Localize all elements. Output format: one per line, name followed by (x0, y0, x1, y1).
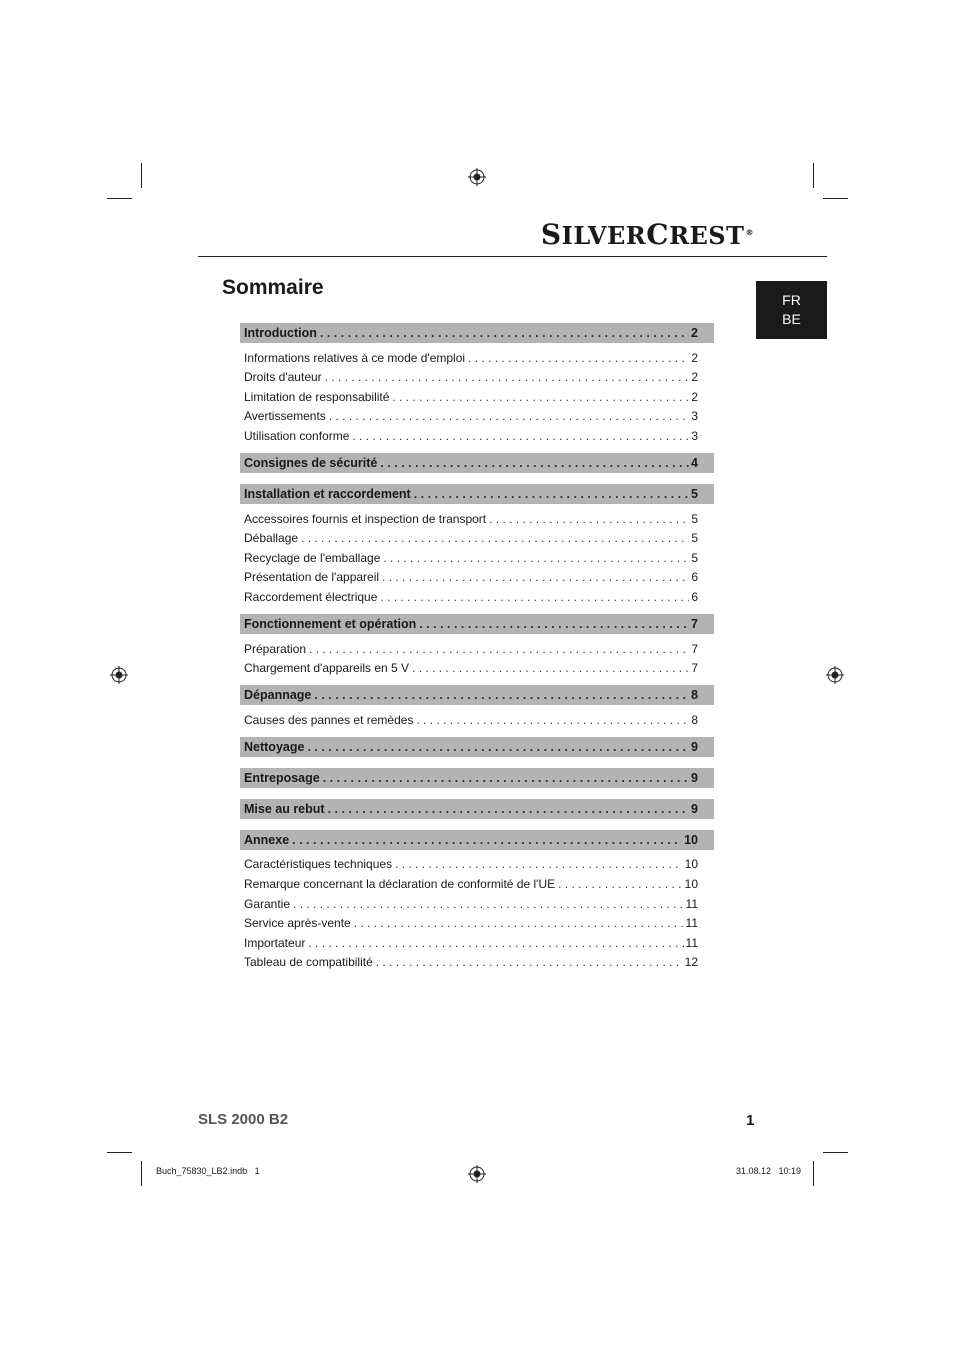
toc-entry (240, 365, 714, 385)
dot-leader (307, 740, 689, 754)
dot-leader (314, 688, 689, 702)
language-code: BE (782, 311, 801, 327)
page-number: 1 (746, 1112, 755, 1129)
crop-mark (107, 198, 132, 199)
table-of-contents (240, 323, 714, 969)
toc-entry-label: Accessoires fournis et inspection de transport (244, 511, 487, 526)
toc-entry-page: 5 (691, 511, 698, 526)
crop-mark (813, 1161, 814, 1186)
toc-section-page: 7 (691, 616, 698, 631)
dot-leader (320, 326, 689, 340)
toc-section (240, 737, 714, 757)
toc-entry-label: Informations relatives à ce mode d'emploi (244, 350, 466, 365)
toc-entry-label: Avertissements (244, 409, 326, 424)
toc-entry-label: Utilisation conforme (244, 428, 350, 443)
toc-entry (240, 384, 714, 404)
toc-entry (240, 852, 714, 872)
toc-entry-page: 3 (691, 428, 698, 443)
toc-entry-label: Déballage (244, 531, 299, 546)
toc-entry-label: Causes des pannes et remèdes (244, 712, 414, 727)
registration-mark-icon (468, 1165, 486, 1183)
toc-entry (240, 891, 714, 911)
toc-entry-page: 12 (684, 955, 698, 970)
toc-section (240, 685, 714, 705)
toc-entry-page: 11 (685, 916, 698, 931)
toc-entry-page: 8 (691, 712, 698, 727)
toc-entry-page: 6 (691, 589, 698, 604)
toc-entry (240, 506, 714, 526)
toc-entry-label: Tableau de compatibilité (244, 955, 373, 970)
toc-entry (240, 656, 714, 676)
dot-leader (468, 351, 689, 365)
toc-entry-label: Recyclage de l'emballage (244, 550, 381, 565)
toc-section (240, 768, 714, 788)
toc-entry-label: Droits d'auteur (244, 370, 322, 385)
toc-entry (240, 526, 714, 546)
dot-leader (419, 617, 689, 631)
dot-leader (325, 370, 690, 384)
dot-leader (323, 771, 689, 785)
dot-leader (382, 570, 689, 584)
toc-entry-label: Chargement d'appareils en 5 V (244, 661, 410, 676)
footer-model: SLS 2000 B2 (198, 1111, 289, 1128)
toc-section (240, 323, 714, 343)
dot-leader (416, 713, 689, 727)
toc-entry (240, 636, 714, 656)
toc-entry-page: 3 (691, 409, 698, 424)
print-file-info: Buch_75830_LB2.indb 1 (156, 1166, 260, 1176)
toc-entry (240, 345, 714, 365)
toc-entry-page: 11 (685, 896, 698, 911)
toc-section (240, 799, 714, 819)
registration-mark-icon (826, 666, 844, 684)
dot-leader (292, 833, 682, 847)
toc-entry-label: Remarque concernant la déclaration de conformité de l'UE (244, 876, 556, 891)
toc-entry-page: 10 (684, 857, 698, 872)
crop-mark (141, 163, 142, 188)
dot-leader (328, 802, 689, 816)
dot-leader (352, 429, 689, 443)
toc-section-label: Mise au rebut (244, 801, 325, 816)
toc-section-page: 2 (691, 326, 698, 340)
dot-leader (376, 955, 683, 969)
registration-mark-icon (468, 168, 486, 186)
toc-entry-label: Préparation (244, 641, 307, 656)
toc-section-page: 9 (691, 739, 698, 754)
toc-section-page: 10 (684, 832, 698, 847)
toc-entry (240, 584, 714, 604)
dot-leader (329, 409, 690, 423)
toc-entry-label: Garantie (244, 896, 291, 911)
dot-leader (380, 590, 689, 604)
toc-entry (240, 911, 714, 931)
dot-leader (301, 531, 689, 545)
language-code: FR (782, 292, 801, 308)
toc-entry-page: 11 (685, 935, 698, 950)
toc-entry-label: Limitation de responsabilité (244, 389, 390, 404)
crop-mark (823, 1152, 848, 1153)
dot-leader (383, 551, 689, 565)
crop-mark (813, 163, 814, 188)
crop-mark (141, 1161, 142, 1186)
toc-section-label: Annexe (244, 832, 290, 847)
toc-entry (240, 545, 714, 565)
toc-entry (240, 404, 714, 424)
dot-leader (414, 487, 689, 501)
toc-section (240, 453, 714, 473)
dot-leader (308, 936, 683, 950)
toc-entry-page: 2 (691, 350, 698, 365)
toc-entry (240, 930, 714, 950)
toc-entry (240, 565, 714, 585)
language-tab (756, 281, 827, 339)
toc-entry-label: Présentation de l'appareil (244, 570, 380, 585)
toc-entry-page: 5 (691, 550, 698, 565)
dot-leader (380, 456, 689, 470)
toc-section-page: 9 (691, 770, 698, 785)
toc-entry-label: Caractéristiques techniques (244, 857, 393, 872)
toc-section-label: Introduction (244, 326, 317, 340)
dot-leader (354, 916, 684, 930)
toc-section-page: 4 (691, 455, 698, 470)
registration-mark-icon (110, 666, 128, 684)
toc-section-label: Consignes de sécurité (244, 455, 378, 470)
toc-section (240, 830, 714, 850)
dot-leader (395, 857, 683, 871)
dot-leader (309, 642, 689, 656)
toc-section-page: 5 (691, 486, 698, 501)
crop-mark (823, 198, 848, 199)
toc-entry-page: 2 (691, 389, 698, 404)
toc-entry-label: Importateur (244, 935, 306, 950)
toc-entry (240, 871, 714, 891)
toc-section-label: Nettoyage (244, 739, 305, 754)
toc-entry (240, 950, 714, 970)
toc-entry-page: 6 (691, 570, 698, 585)
dot-leader (412, 661, 689, 675)
toc-entry-page: 7 (691, 661, 698, 676)
toc-section-page: 8 (691, 688, 698, 703)
toc-entry-label: Raccordement électrique (244, 589, 378, 604)
toc-section-label: Installation et raccordement (244, 486, 411, 501)
toc-entry-page: 5 (691, 531, 698, 546)
print-datetime: 31.08.12 10:19 (736, 1166, 802, 1176)
brand-logo: SILVERCREST® (540, 218, 754, 251)
toc-section (240, 484, 714, 504)
toc-section-label: Dépannage (244, 688, 312, 703)
toc-entry-page: 7 (691, 641, 698, 656)
dot-leader (293, 897, 684, 911)
toc-entry (240, 707, 714, 727)
header-rule (198, 256, 827, 257)
dot-leader (489, 512, 689, 526)
dot-leader (392, 390, 689, 404)
toc-section-label: Entreposage (244, 770, 320, 785)
crop-mark (107, 1152, 132, 1153)
toc-section-label: Fonctionnement et opération (244, 616, 417, 631)
toc-entry-page: 2 (691, 370, 698, 385)
toc-section-page: 9 (691, 801, 698, 816)
toc-entry (240, 423, 714, 443)
dot-leader (558, 877, 683, 891)
toc-entry-label: Service après-vente (244, 916, 351, 931)
toc-entry-page: 10 (684, 876, 698, 891)
toc-section (240, 614, 714, 634)
page-title: Sommaire (222, 276, 324, 299)
